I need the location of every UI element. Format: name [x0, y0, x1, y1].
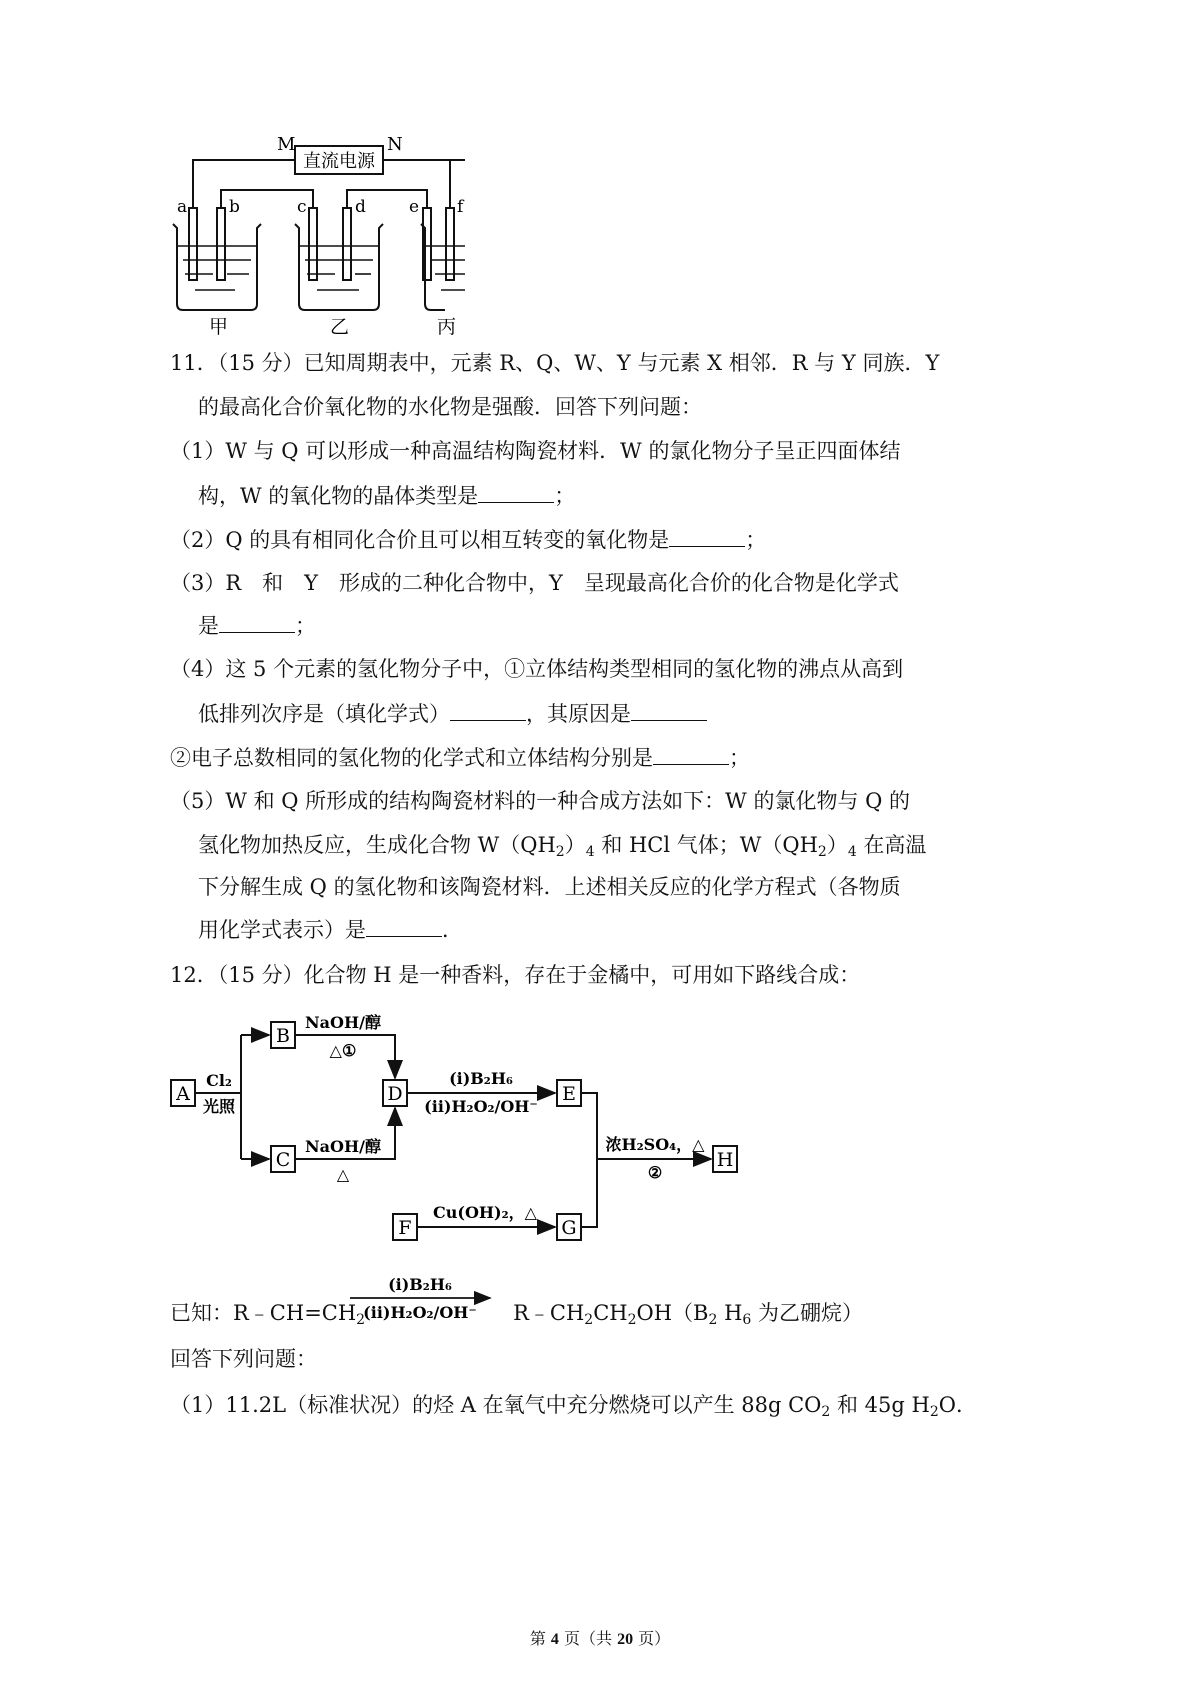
box-b-label: B [276, 1025, 290, 1047]
answer-blank[interactable] [631, 698, 707, 721]
terminal-n: N [387, 134, 403, 155]
cond-a-top: Cl₂ [206, 1071, 232, 1090]
synthesis-scheme [165, 1000, 805, 1260]
footer-text: 页） [633, 1629, 671, 1648]
electrode-a: a [177, 197, 188, 217]
subscript: 4 [847, 844, 857, 860]
q11-line2: 的最高化合价氧化物的水化物是强酸．回答下列问题： [198, 395, 702, 419]
text-run: 氢化物加热反应，生成化合物 W（QH [198, 833, 556, 857]
subscript: 2 [627, 1312, 637, 1328]
known-cond-top: (ⅰ)B₂H₆ [388, 1275, 452, 1294]
electrode-e: e [409, 197, 420, 217]
text-run: OH（B [636, 1301, 709, 1325]
cond-d-top: (ⅰ)B₂H₆ [449, 1069, 513, 1088]
q11-p4-line3-text: ②电子总数相同的氢化物的化学式和立体结构分别是 [170, 746, 653, 770]
box-g-label: G [561, 1217, 577, 1239]
text-run: CH [593, 1301, 628, 1325]
q11-p3-line2 [198, 610, 316, 641]
answer-blank[interactable] [478, 480, 554, 503]
subscript: 6 [742, 1312, 752, 1328]
cond-h-top: 浓H₂SO₄，△ [605, 1135, 705, 1154]
box-e-label: E [562, 1083, 576, 1105]
q11-p4-line3 [170, 742, 750, 773]
known-reaction [170, 1298, 863, 1328]
electrode-b: b [229, 197, 240, 217]
q11-p3-line1: （3）R 和 Y 形成的二种化合物中，Y 呈现最高化合价的化合物是化学式 [170, 571, 899, 595]
electrode-c: c [297, 197, 307, 217]
cond-g: Cu(OH)₂，△ [433, 1203, 537, 1222]
terminal-m: M [277, 134, 296, 155]
text-run: 和 45g H [830, 1393, 930, 1417]
text-run: ） [826, 833, 848, 857]
cond-a-bottom: 光照 [202, 1097, 236, 1116]
q11-p5-line4 [198, 914, 463, 945]
box-f-label: F [398, 1217, 412, 1239]
page-number: 4 [550, 1631, 559, 1648]
q11-p5-text: 用化学式表示）是 [198, 918, 366, 942]
beaker-bing: 丙 [437, 316, 457, 338]
electrode-f: f [457, 197, 464, 217]
q11-p4-line1: （4）这 5 个元素的氢化物分子中，①立体结构类型相同的氢化物的沸点从高到 [170, 657, 904, 681]
text-run: 和 HCl 气体；W（QH [594, 833, 818, 857]
q11-p1-line1: （1）W 与 Q 可以形成一种高温结构陶瓷材料．W 的氯化物分子呈正四面体结 [170, 439, 901, 463]
text-run: R﹣CH [513, 1301, 585, 1325]
q11-p4-text: 低排列次序是（填化学式） [198, 702, 450, 726]
box-h-label: H [716, 1149, 734, 1171]
footer-text: 第 [529, 1629, 551, 1648]
electrolysis-figure [165, 128, 465, 338]
text-run: H [717, 1301, 743, 1325]
cond-h-bottom: ② [647, 1163, 663, 1182]
known-cond-bottom: (ⅱ)H₂O₂/OH⁻ [363, 1303, 477, 1322]
answer-blank[interactable] [219, 610, 295, 633]
subscript: 2 [817, 844, 827, 860]
subscript: 2 [821, 1404, 831, 1420]
box-d-label: D [387, 1083, 403, 1105]
q11-p2 [170, 524, 766, 555]
page-footer [0, 1626, 1200, 1649]
electrode-d: d [355, 197, 366, 217]
q11-p2-end: ； [745, 528, 767, 552]
q11-p5-line3: 下分解生成 Q 的氢化物和该陶瓷材料．上述相关反应的化学方程式（各物质 [198, 875, 901, 899]
text-run: O． [938, 1393, 977, 1417]
cond-d-bottom: (ⅱ)H₂O₂/OH⁻ [424, 1097, 538, 1116]
subscript: 4 [585, 844, 595, 860]
q12-p1 [170, 1390, 977, 1420]
q11-p3-end: ； [295, 614, 316, 638]
q11-p4-line3-end: ； [729, 746, 750, 770]
q11-p1-text: 构，W 的氧化物的晶体类型是 [198, 484, 479, 508]
answer-blank[interactable] [653, 742, 729, 765]
subscript: 2 [929, 1404, 939, 1420]
q11-p4-mid: ，其原因是 [526, 702, 631, 726]
box-c-label: C [275, 1149, 291, 1171]
answer-prompt: 回答下列问题： [170, 1347, 317, 1371]
q11-p5-line2 [198, 830, 926, 860]
total-pages: 20 [617, 1631, 634, 1648]
q11-p1-end: ； [554, 484, 576, 508]
text-run: 在高温 [856, 833, 927, 857]
subscript: 2 [356, 1312, 366, 1328]
q11-p2-text: （2）Q 的具有相同化合价且可以相互转变的氧化物是 [170, 528, 670, 552]
subscript: 2 [708, 1312, 718, 1328]
footer-text: 页（共 [558, 1629, 618, 1648]
beaker-yi: 乙 [330, 316, 350, 338]
q11-p5-line1: （5）W 和 Q 所形成的结构陶瓷材料的一种合成方法如下：W 的氯化物与 Q 的 [170, 789, 911, 813]
text-run: （1）11.2L（标准状况）的烃 A 在氧气中充分燃烧可以产生 88g CO [170, 1393, 822, 1417]
box-a-label: A [176, 1083, 190, 1105]
q11-p1-line2 [198, 480, 575, 511]
beaker-jia: 甲 [209, 316, 229, 338]
q12-line1: 12．（15 分）化合物 H 是一种香料，存在于金橘中，可用如下路线合成： [170, 963, 861, 987]
q11-p4-line2 [198, 698, 707, 729]
cond-b-bottom: △① [329, 1041, 357, 1060]
q11-p5-end: ． [442, 918, 463, 942]
answer-blank[interactable] [669, 524, 745, 547]
q11-line1: 11．（15 分）已知周期表中，元素 R、Q、W、Y 与元素 X 相邻．R 与 Y 同族．Y [170, 351, 940, 375]
answer-blank[interactable] [450, 698, 526, 721]
text-run: 为乙硼烷） [751, 1301, 864, 1325]
q11-p3-text: 是 [198, 614, 219, 638]
subscript: 2 [584, 1312, 594, 1328]
cond-b-top: NaOH/醇 [305, 1013, 381, 1032]
text-run: ） [564, 833, 586, 857]
power-label: 直流电源 [303, 151, 375, 172]
text-run: 已知：R﹣CH=CH [170, 1301, 357, 1325]
cond-c-bottom: △ [336, 1165, 350, 1184]
subscript: 2 [555, 844, 565, 860]
answer-blank[interactable] [366, 914, 442, 937]
cond-c-top: NaOH/醇 [305, 1137, 381, 1156]
